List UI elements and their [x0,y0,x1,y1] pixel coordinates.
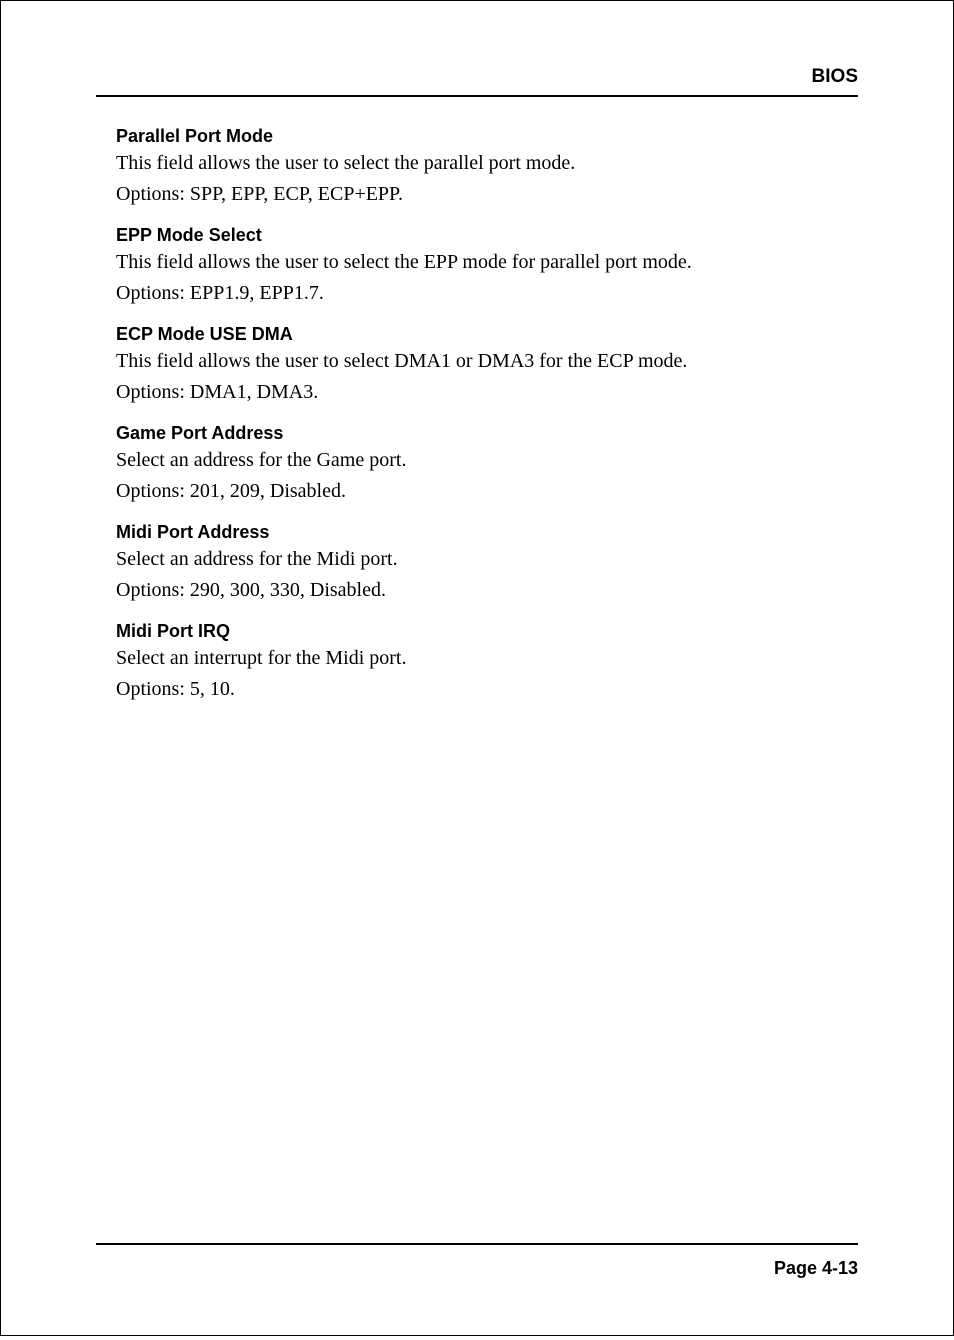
section-game-port-address [116,421,856,507]
section-title: Game Port Address [116,423,284,443]
section-title: ECP Mode USE DMA [116,324,293,344]
section-ecp-mode-use-dma [116,322,856,408]
section-description: This field allows the user to select the EPP mode for parallel port mode. [116,251,692,273]
footer-divider [96,1243,858,1245]
main-content [116,124,856,718]
header-divider [96,95,858,97]
section-options: Options: 201, 209, Disabled. [116,480,346,502]
section-title: Midi Port IRQ [116,621,230,641]
section-parallel-port-mode [116,124,856,210]
section-midi-port-irq [116,619,856,705]
section-midi-port-address [116,520,856,606]
section-description: Select an address for the Midi port. [116,548,398,570]
section-title: EPP Mode Select [116,225,262,245]
section-title: Parallel Port Mode [116,126,274,146]
section-options: Options: 290, 300, 330, Disabled. [116,579,386,601]
section-description: Select an interrupt for the Midi port. [116,647,407,669]
section-description: Select an address for the Game port. [116,449,407,471]
section-description: This field allows the user to select DMA1 or DMA3 for the ECP mode. [116,350,688,372]
section-options: Options: EPP1.9, EPP1.7. [116,282,324,304]
page-number: Page 4-13 [773,1258,858,1278]
header-title: BIOS [811,66,858,87]
section-epp-mode-select [116,223,856,309]
section-title: Midi Port Address [116,522,270,542]
section-description: This field allows the user to select the parallel port mode. [116,152,576,174]
section-options: Options: 5, 10. [116,678,235,700]
section-options: Options: SPP, EPP, ECP, ECP+EPP. [116,183,403,205]
section-options: Options: DMA1, DMA3. [116,381,319,403]
